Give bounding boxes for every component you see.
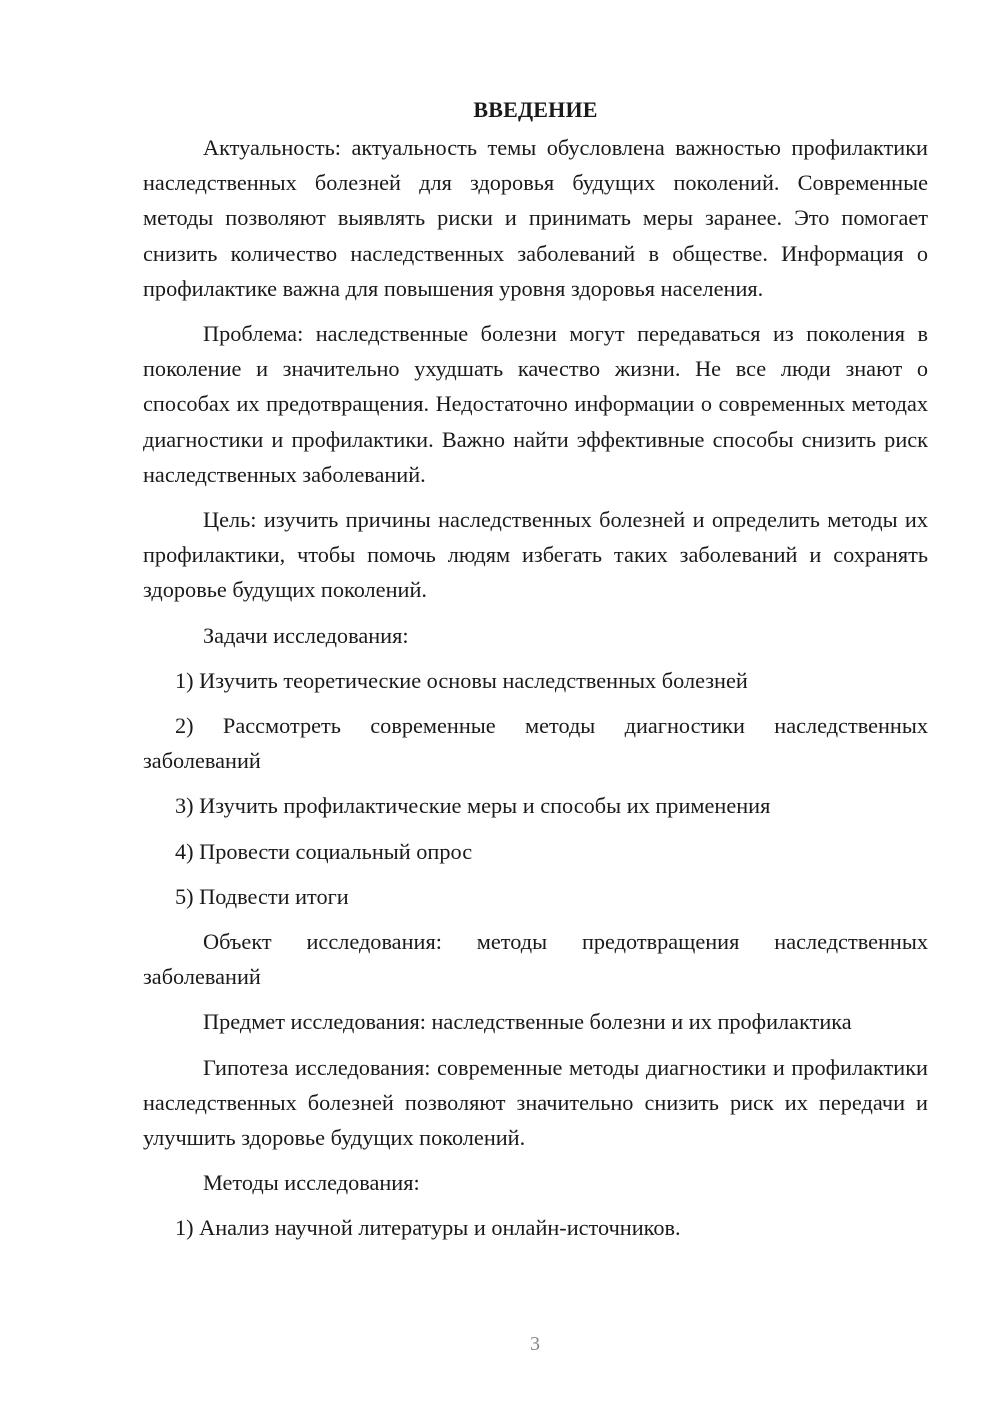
methods-heading: Методы исследования: xyxy=(203,1170,420,1196)
page-content xyxy=(143,92,928,1246)
section-title: ВВЕДЕНИЕ xyxy=(473,97,598,122)
hypothesis-paragraph: Гипотеза исследования: современные методы диагностики и профилактики наследственных болезней позволяют значительно снизить риск их передачи и улучшить здоровье будущих поколений. xyxy=(143,1054,928,1151)
method-item: 1) Анализ научной литературы и онлайн-источников. xyxy=(175,1215,681,1241)
research-object-paragraph: Объект исследования: методы предотвращения наследственных заболеваний xyxy=(143,929,928,990)
task-item: 2) Рассмотреть современные методы диагностики наследственных заболеваний xyxy=(143,713,928,774)
task-item: 1) Изучить теоретические основы наследственных болезней xyxy=(175,667,748,693)
task-item: 3) Изучить профилактические меры и способы их применения xyxy=(175,793,771,819)
problem-paragraph: Проблема: наследственные болезни могут передаваться из поколения в поколение и значительно ухудшать качество жизни. Не все люди знают о способах их предотвращения. Недостаточно информации о современных методах диагностики и профилактики. Важно найти эффективные способы снизить риск наследственных заболеваний. xyxy=(143,321,928,487)
goal-paragraph: Цель: изучить причины наследственных болезней и определить методы их профилактики, чтобы помочь людям избегать таких заболеваний и сохранять здоровье будущих поколений. xyxy=(143,507,928,603)
task-item: 5) Подвести итоги xyxy=(175,883,349,909)
relevance-paragraph: Актуальность: актуальность темы обусловлена важностью профилактики наследственных болезней для здоровья будущих поколений. Современные методы позволяют выявлять риски и принимать меры заранее. Это помогает снизить количество наследственных заболеваний в обществе. Информация о профилактике важна для повышения уровня здоровья населения. xyxy=(143,135,928,301)
tasks-heading: Задачи исследования: xyxy=(203,622,409,648)
research-subject-paragraph: Предмет исследования: наследственные болезни и их профилактика xyxy=(203,1009,852,1035)
task-item: 4) Провести социальный опрос xyxy=(175,838,473,864)
page-number: 3 xyxy=(530,1333,540,1355)
